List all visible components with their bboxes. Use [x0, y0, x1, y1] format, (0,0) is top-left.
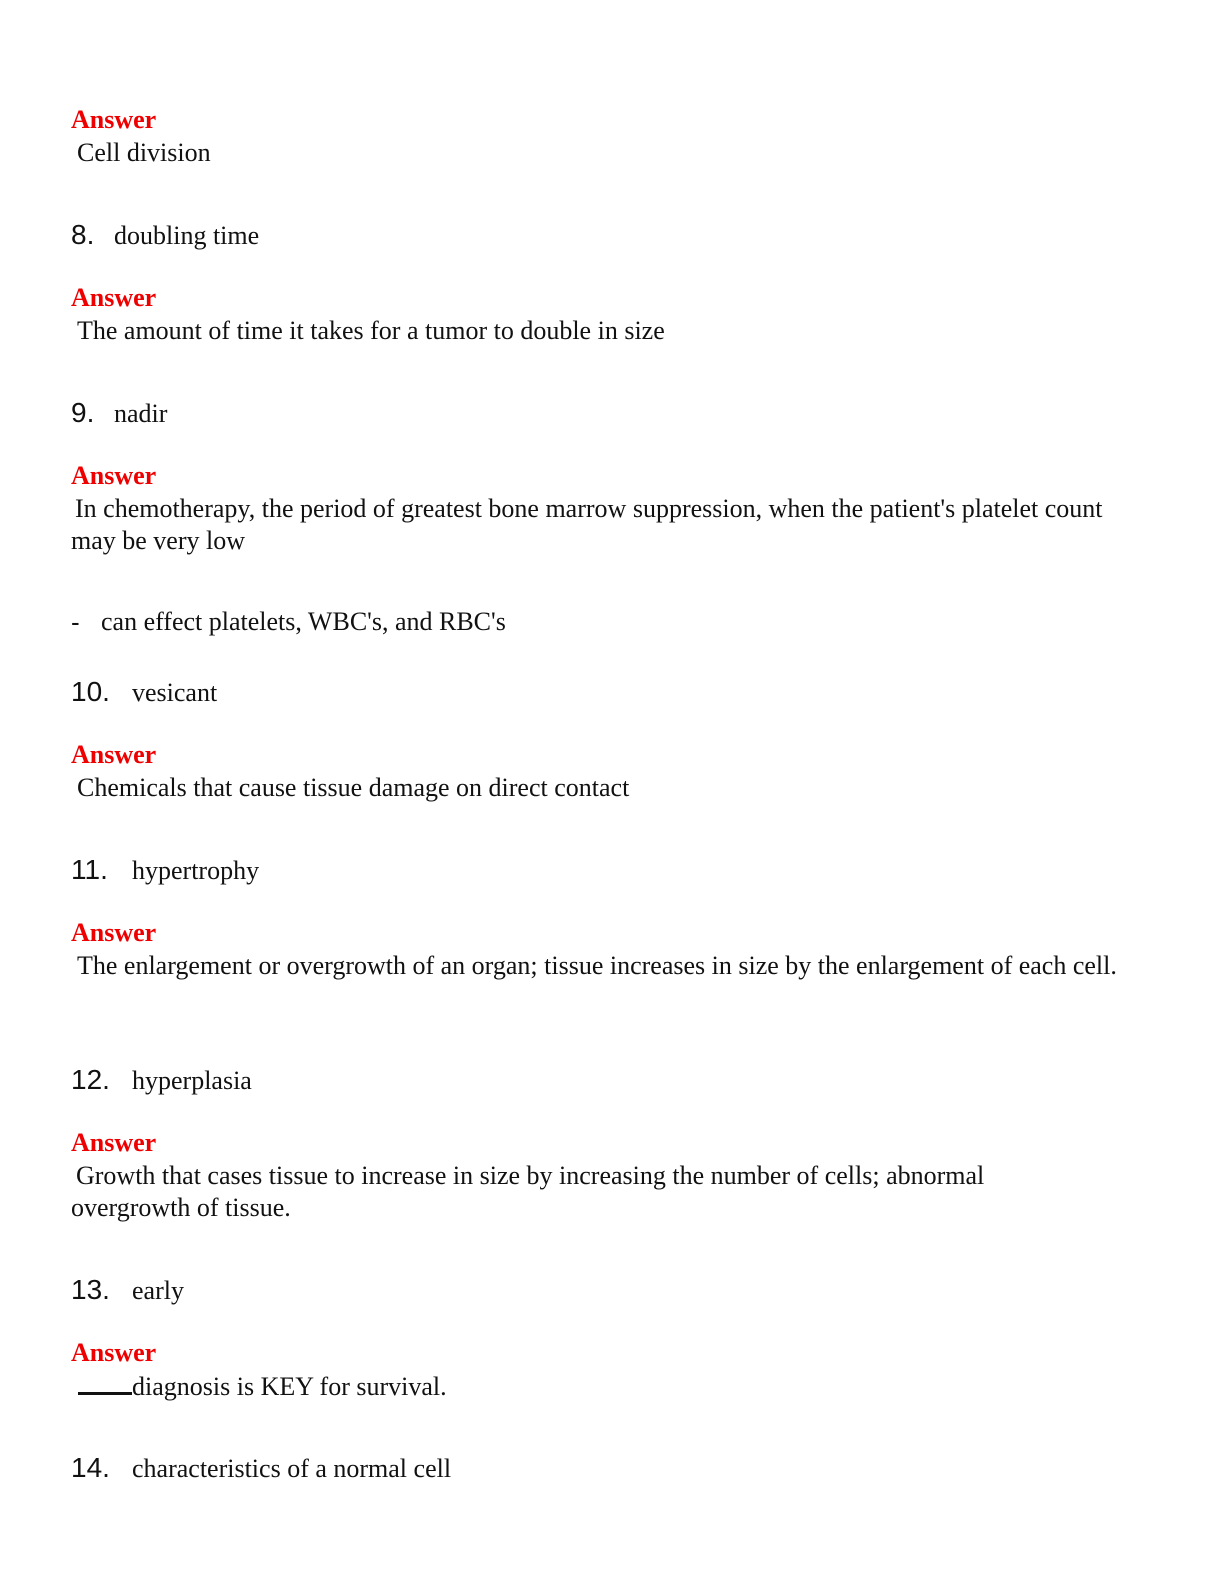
- question-number: 12.: [71, 1064, 110, 1095]
- answer-text: The enlargement or overgrowth of an organ; tissue increases in size by the enlargement of each cell.: [77, 951, 1117, 980]
- answer-label: Answer: [71, 918, 157, 947]
- answer-label: Answer: [71, 283, 157, 312]
- question-term: hyperplasia: [132, 1066, 252, 1095]
- answer-text-content: Chemicals that cause tissue damage on direct contact: [77, 773, 630, 802]
- answer-text: [71, 772, 1141, 804]
- answer-text: In chemotherapy, the period of greatest bone marrow suppression, when the patient's platelet count may be very low: [71, 494, 1103, 555]
- fill-in-blank: [78, 1370, 132, 1395]
- question-term: nadir: [114, 399, 168, 428]
- answer-text-content: Cell division: [77, 138, 211, 167]
- question-number: 13.: [71, 1274, 110, 1305]
- answer-text: Growth that cases tissue to increase in size by increasing the number of cells; abnormal overgrowth of tissue.: [71, 1161, 985, 1222]
- question-number: 8.: [71, 219, 95, 250]
- question-term: doubling time: [114, 221, 260, 250]
- answer-label: Answer: [71, 1128, 157, 1157]
- answer-label: Answer: [71, 461, 157, 490]
- answer-text: [71, 315, 1141, 347]
- question-term: early: [132, 1276, 184, 1305]
- question-term: hypertrophy: [132, 856, 260, 885]
- answer-text-content: The amount of time it takes for a tumor to double in size: [77, 316, 665, 345]
- question-number: 9.: [71, 397, 95, 428]
- question-number: 14.: [71, 1452, 110, 1483]
- question-number: 11.: [71, 854, 108, 885]
- bullet-text: can effect platelets, WBC's, and RBC's: [101, 607, 506, 636]
- question-term: vesicant: [132, 678, 218, 707]
- question-term: characteristics of a normal cell: [132, 1454, 452, 1483]
- answer-text: [71, 1370, 1141, 1403]
- answer-label: Answer: [71, 1338, 157, 1367]
- answer-text-content: diagnosis is KEY for survival.: [132, 1372, 447, 1401]
- bullet-dash: -: [71, 607, 80, 637]
- question-number: 10.: [71, 676, 110, 707]
- answer-label: Answer: [71, 740, 157, 769]
- answer-text: [71, 137, 1141, 169]
- answer-label: Answer: [71, 105, 157, 134]
